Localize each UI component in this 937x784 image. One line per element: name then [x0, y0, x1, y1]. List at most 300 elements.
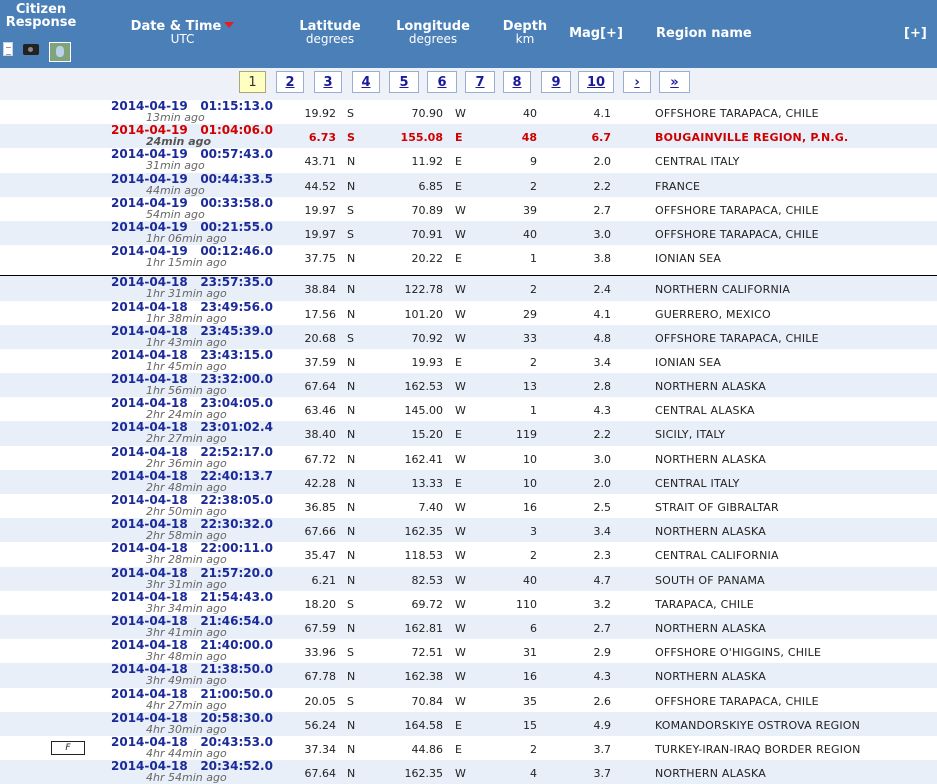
- magnitude-value: 2.4: [593, 283, 611, 297]
- depth-value: 40: [523, 227, 537, 241]
- longitude-hemisphere: W: [455, 307, 466, 321]
- citizen-response-icons: [3, 42, 71, 62]
- magnitude-value: 2.9: [593, 646, 611, 660]
- time-ago: 13min ago: [146, 111, 205, 124]
- depth-label: Depth: [502, 19, 548, 34]
- time-ago: 1hr 56min ago: [146, 384, 227, 398]
- table-row[interactable]: [0, 736, 937, 760]
- longitude-value: 19.93: [411, 355, 443, 369]
- page-6-button[interactable]: 6: [427, 71, 457, 93]
- time-ago: 4hr 44min ago: [146, 746, 227, 760]
- region-name: CENTRAL ALASKA: [655, 404, 755, 418]
- region-name: CENTRAL CALIFORNIA: [655, 549, 779, 563]
- depth-value: 40: [523, 107, 537, 120]
- region-name: CENTRAL ITALY: [655, 155, 740, 169]
- page-5-button[interactable]: 5: [389, 71, 419, 93]
- latitude-hemisphere: N: [347, 452, 356, 466]
- region-name: TURKEY-IRAN-IRAQ BORDER REGION: [655, 742, 861, 756]
- event-datetime-link[interactable]: 2014-04-19 01:15:13.0: [111, 99, 273, 113]
- latitude-value: 67.59: [304, 621, 336, 635]
- latitude-hemisphere: N: [347, 767, 356, 781]
- event-datetime-link[interactable]: 2014-04-18 21:38:50.0: [111, 662, 273, 677]
- longitude-value: 7.40: [418, 501, 443, 514]
- time-ago: 24min ago: [146, 135, 212, 149]
- depth-value: 33: [523, 331, 537, 345]
- sort-desc-icon[interactable]: [224, 22, 234, 28]
- longitude-hemisphere: E: [455, 355, 462, 369]
- time-ago: 3hr 41min ago: [146, 625, 227, 639]
- latitude-value: 19.97: [304, 227, 336, 241]
- table-row[interactable]: [0, 148, 937, 172]
- table-header: [0, 0, 937, 68]
- latitude-hemisphere: N: [347, 283, 356, 297]
- event-datetime-link[interactable]: 2014-04-19 00:33:58.0: [111, 195, 273, 210]
- depth-value: 1: [530, 252, 537, 266]
- time-ago: 4hr 54min ago: [146, 771, 227, 784]
- citizen-response-header: [2, 3, 80, 29]
- region-name: IONIAN SEA: [655, 355, 722, 369]
- depth-value: 2: [530, 283, 537, 297]
- page-9-button[interactable]: 9: [541, 71, 571, 93]
- event-datetime-link[interactable]: 2014-04-18 22:00:11.0: [111, 541, 273, 556]
- time-ago: 54min ago: [146, 207, 205, 221]
- time-ago: 2hr 24min ago: [146, 408, 227, 422]
- region-name: OFFSHORE TARAPACA, CHILE: [655, 203, 819, 217]
- latitude-hemisphere: S: [347, 203, 354, 217]
- depth-value: 2: [530, 179, 537, 193]
- longitude-value: 162.38: [404, 670, 443, 684]
- page-10-button[interactable]: 10: [578, 71, 614, 93]
- latitude-label: Latitude: [299, 19, 361, 34]
- event-datetime-link[interactable]: 2014-04-18 20:34:52.0: [111, 759, 273, 774]
- time-ago: 1hr 38min ago: [146, 311, 227, 325]
- latitude-value: 17.56: [304, 307, 336, 321]
- latitude-hemisphere: N: [347, 670, 356, 684]
- longitude-hemisphere: W: [455, 452, 466, 466]
- depth-unit: km: [515, 32, 535, 46]
- latitude-hemisphere: N: [347, 573, 356, 587]
- earthquake-table: [0, 100, 937, 784]
- latitude-value: 67.64: [304, 380, 336, 394]
- latitude-hemisphere: S: [347, 331, 354, 345]
- region-name: OFFSHORE TARAPACA, CHILE: [655, 107, 819, 120]
- region-name: OFFSHORE TARAPACA, CHILE: [655, 331, 819, 345]
- magnitude-value: 4.3: [593, 404, 611, 418]
- latitude-value: 18.20: [304, 597, 336, 611]
- magnitude-value: 3.0: [593, 227, 611, 241]
- longitude-value: 70.91: [411, 227, 443, 241]
- longitude-hemisphere: W: [455, 525, 466, 539]
- latitude-hemisphere: N: [347, 307, 356, 321]
- time-ago: 44min ago: [146, 183, 205, 197]
- time-ago: 1hr 45min ago: [146, 359, 227, 373]
- time-ago: 3hr 49min ago: [146, 674, 227, 688]
- longitude-hemisphere: W: [455, 404, 466, 418]
- magnitude-value: 3.7: [593, 767, 611, 781]
- depth-value: 15: [523, 718, 537, 732]
- table-row[interactable]: [0, 301, 937, 325]
- latitude-value: 36.85: [304, 501, 336, 514]
- table-row[interactable]: [0, 421, 937, 445]
- magnitude-value: 3.4: [593, 355, 611, 369]
- longitude-value: 70.90: [411, 107, 443, 120]
- longitude-hemisphere: E: [455, 718, 462, 732]
- table-row[interactable]: [0, 124, 937, 148]
- magnitude-value: 3.2: [593, 597, 611, 611]
- table-row[interactable]: [0, 542, 937, 566]
- longitude-value: 70.92: [411, 331, 443, 345]
- region-name: FRANCE: [655, 179, 701, 193]
- longitude-hemisphere: W: [455, 283, 466, 297]
- magnitude-value: 4.3: [593, 670, 611, 684]
- table-row[interactable]: [0, 373, 937, 397]
- latitude-value: 6.73: [308, 131, 336, 145]
- latitude-value: 56.24: [304, 718, 336, 732]
- region-name: STRAIT OF GIBRALTAR: [655, 501, 779, 514]
- magnitude-value: 3.4: [593, 525, 611, 539]
- region-name: NORTHERN CALIFORNIA: [655, 283, 791, 297]
- latitude-value: 33.96: [304, 646, 336, 660]
- table-row[interactable]: [0, 197, 937, 221]
- time-ago: 2hr 48min ago: [146, 480, 227, 494]
- region-name: SICILY, ITALY: [655, 428, 726, 442]
- event-datetime-link[interactable]: 2014-04-18 23:04:05.0: [111, 396, 273, 411]
- table-row[interactable]: [0, 518, 937, 542]
- region-name: TARAPACA, CHILE: [655, 597, 754, 611]
- event-datetime-link[interactable]: 2014-04-19 00:57:43.0: [111, 147, 273, 162]
- latitude-hemisphere: N: [347, 355, 356, 369]
- magnitude-value: 2.2: [593, 179, 611, 193]
- depth-value: 9: [530, 155, 537, 169]
- latitude-hemisphere: N: [347, 476, 356, 490]
- table-row[interactable]: [0, 494, 937, 518]
- map-icon[interactable]: [49, 42, 71, 62]
- depth-value: 6: [530, 621, 537, 635]
- region-name: BOUGAINVILLE REGION, P.N.G.: [655, 131, 849, 145]
- magnitude-value: 2.7: [593, 203, 611, 217]
- longitude-value: 162.35: [404, 525, 443, 539]
- region-name: OFFSHORE O'HIGGINS, CHILE: [655, 646, 822, 660]
- depth-value: 35: [523, 694, 537, 708]
- region-name: IONIAN SEA: [655, 252, 722, 266]
- region-name: NORTHERN ALASKA: [655, 452, 766, 466]
- longitude-value: 118.53: [404, 549, 443, 563]
- latitude-value: 67.78: [304, 670, 336, 684]
- event-datetime-link[interactable]: 2014-04-19 00:12:46.0: [111, 244, 273, 259]
- latitude-value: 20.05: [304, 694, 336, 708]
- testimony-document-icon[interactable]: [3, 42, 13, 56]
- longitude-value: 145.00: [404, 404, 443, 418]
- region-name: NORTHERN ALASKA: [655, 380, 766, 394]
- latitude-value: 67.64: [304, 767, 336, 781]
- longitude-hemisphere: W: [455, 501, 466, 514]
- table-row[interactable]: [0, 245, 937, 269]
- depth-value: 119: [516, 428, 537, 442]
- longitude-hemisphere: W: [455, 694, 466, 708]
- next-page-button[interactable]: ›: [623, 71, 651, 93]
- magnitude-value: 2.6: [593, 694, 611, 708]
- time-ago: 1hr 15min ago: [146, 256, 227, 270]
- event-datetime-link[interactable]: 2014-04-18 23:49:56.0: [111, 299, 273, 314]
- event-datetime-link[interactable]: 2014-04-18 21:00:50.0: [111, 686, 273, 701]
- time-ago: 4hr 27min ago: [146, 698, 227, 712]
- longitude-value: 164.58: [404, 718, 443, 732]
- region-name: NORTHERN ALASKA: [655, 670, 766, 684]
- region-name: SOUTH OF PANAMA: [655, 573, 765, 587]
- region-name: OFFSHORE TARAPACA, CHILE: [655, 227, 819, 241]
- depth-value: 39: [523, 203, 537, 217]
- region-name: NORTHERN ALASKA: [655, 525, 766, 539]
- longitude-value: 82.53: [411, 573, 443, 587]
- longitude-value: 13.33: [411, 476, 443, 490]
- response-label: Response: [5, 15, 77, 30]
- longitude-header: [394, 20, 472, 46]
- longitude-hemisphere: W: [455, 107, 466, 120]
- event-datetime-link[interactable]: 2014-04-18 22:52:17.0: [111, 444, 273, 459]
- time-ago: 4hr 30min ago: [146, 722, 227, 736]
- longitude-hemisphere: W: [455, 767, 466, 781]
- depth-value: 16: [523, 501, 537, 514]
- longitude-value: 69.72: [411, 597, 443, 611]
- latitude-value: 42.28: [304, 476, 336, 490]
- depth-value: 16: [523, 670, 537, 684]
- utc-label: UTC: [170, 32, 195, 46]
- pagination-bar: [0, 68, 937, 100]
- table-row[interactable]: [0, 173, 937, 197]
- longitude-value: 72.51: [411, 646, 443, 660]
- latitude-hemisphere: S: [347, 107, 354, 120]
- event-datetime-link[interactable]: 2014-04-18 23:57:35.0: [111, 275, 273, 290]
- region-name: OFFSHORE TARAPACA, CHILE: [655, 694, 819, 708]
- longitude-value: 122.78: [404, 283, 443, 297]
- table-row[interactable]: [0, 663, 937, 687]
- depth-value: 2: [530, 742, 537, 756]
- table-row[interactable]: [0, 615, 937, 639]
- camera-icon[interactable]: [23, 44, 39, 55]
- region-name: NORTHERN ALASKA: [655, 621, 766, 635]
- latitude-hemisphere: N: [347, 549, 356, 563]
- longitude-hemisphere: E: [455, 428, 462, 442]
- magnitude-value: 4.1: [593, 107, 611, 120]
- time-ago: 2hr 36min ago: [146, 456, 227, 470]
- depth-value: 3: [530, 525, 537, 539]
- event-datetime-link[interactable]: 2014-04-18 22:38:05.0: [111, 493, 273, 507]
- page-8-button[interactable]: 8: [503, 71, 531, 93]
- longitude-value: 6.85: [418, 179, 443, 193]
- event-datetime-link[interactable]: 2014-04-18 20:58:30.0: [111, 710, 273, 725]
- magnitude-value: 6.7: [591, 131, 611, 145]
- latitude-value: 35.47: [304, 549, 336, 563]
- magnitude-value: 4.7: [593, 573, 611, 587]
- page-2-button[interactable]: 2: [276, 71, 304, 93]
- magnitude-value: 2.2: [593, 428, 611, 442]
- latitude-value: 38.40: [304, 428, 336, 442]
- latitude-hemisphere: N: [347, 404, 356, 418]
- time-ago: 2hr 50min ago: [146, 505, 227, 518]
- latitude-hemisphere: S: [347, 227, 354, 241]
- table-row[interactable]: [0, 397, 937, 421]
- latitude-value: 43.71: [304, 155, 336, 169]
- magnitude-value: 3.8: [593, 252, 611, 266]
- time-ago: 1hr 43min ago: [146, 335, 227, 349]
- longitude-hemisphere: W: [455, 646, 466, 660]
- depth-value: 2: [530, 549, 537, 563]
- region-name: NORTHERN ALASKA: [655, 767, 766, 781]
- table-row[interactable]: [0, 446, 937, 470]
- magnitude-value: 2.3: [593, 549, 611, 563]
- longitude-value: 155.08: [400, 131, 443, 145]
- event-datetime-link[interactable]: 2014-04-18 22:40:13.7: [111, 468, 273, 483]
- depth-value: 2: [530, 355, 537, 369]
- latitude-value: 37.75: [304, 252, 336, 266]
- region-name: GUERRERO, MEXICO: [655, 307, 771, 321]
- region-name: CENTRAL ITALY: [655, 476, 740, 490]
- expand-columns-button[interactable]: [+]: [904, 26, 927, 41]
- felt-report-badge[interactable]: F: [51, 741, 85, 755]
- date-time-label[interactable]: Date & Time: [130, 19, 222, 34]
- longitude-hemisphere: E: [455, 742, 462, 756]
- latitude-unit: degrees: [305, 32, 355, 46]
- longitude-value: 11.92: [411, 155, 443, 169]
- date-time-header[interactable]: [130, 20, 235, 46]
- longitude-value: 44.86: [411, 742, 443, 756]
- last-page-button[interactable]: »: [659, 71, 690, 93]
- table-row[interactable]: [0, 349, 937, 373]
- latitude-value: 6.21: [311, 573, 336, 587]
- table-row[interactable]: [0, 688, 937, 712]
- latitude-hemisphere: N: [347, 428, 356, 442]
- longitude-hemisphere: W: [455, 203, 466, 217]
- time-ago: 3hr 28min ago: [146, 553, 227, 567]
- table-row[interactable]: [0, 712, 937, 736]
- table-row[interactable]: [0, 639, 937, 663]
- magnitude-value: 2.0: [593, 476, 611, 490]
- latitude-value: 38.84: [304, 283, 336, 297]
- depth-value: 4: [530, 767, 537, 781]
- latitude-hemisphere: S: [347, 646, 354, 660]
- latitude-hemisphere: N: [347, 380, 356, 394]
- depth-value: 1: [530, 404, 537, 418]
- table-row[interactable]: [0, 221, 937, 245]
- longitude-hemisphere: W: [455, 621, 466, 635]
- latitude-hemisphere: N: [347, 155, 356, 169]
- table-row[interactable]: [0, 760, 937, 784]
- region-name: KOMANDORSKIYE OSTROVA REGION: [655, 718, 861, 732]
- time-ago: 1hr 31min ago: [146, 287, 227, 301]
- longitude-hemisphere: W: [455, 227, 466, 241]
- event-datetime-link[interactable]: 2014-04-19 00:44:33.5: [111, 171, 273, 186]
- event-datetime-link[interactable]: 2014-04-19 01:04:06.0: [111, 123, 273, 138]
- longitude-hemisphere: E: [455, 155, 462, 169]
- latitude-hemisphere: N: [347, 252, 356, 266]
- longitude-value: 70.84: [411, 694, 443, 708]
- longitude-unit: degrees: [408, 32, 458, 46]
- table-row[interactable]: [0, 567, 937, 591]
- latitude-value: 37.59: [304, 355, 336, 369]
- latitude-hemisphere: S: [347, 131, 355, 145]
- latitude-value: 44.52: [304, 179, 336, 193]
- magnitude-header[interactable]: Mag[+]: [569, 26, 623, 41]
- time-ago: 2hr 58min ago: [146, 529, 227, 543]
- depth-value: 13: [523, 380, 537, 394]
- latitude-header: [294, 20, 366, 46]
- event-datetime-link[interactable]: 2014-04-18 23:43:15.0: [111, 347, 273, 362]
- latitude-hemisphere: N: [347, 501, 356, 514]
- table-row[interactable]: [0, 325, 937, 349]
- longitude-hemisphere: W: [455, 573, 466, 587]
- latitude-value: 19.92: [304, 107, 336, 120]
- longitude-value: 162.53: [404, 380, 443, 394]
- event-datetime-link[interactable]: 2014-04-18 20:43:53.0: [111, 734, 273, 749]
- longitude-hemisphere: E: [455, 131, 463, 145]
- depth-value: 48: [521, 131, 537, 145]
- longitude-hemisphere: E: [455, 179, 462, 193]
- depth-value: 40: [523, 573, 537, 587]
- table-row[interactable]: [0, 275, 937, 300]
- event-datetime-link[interactable]: 2014-04-18 23:45:39.0: [111, 323, 273, 338]
- page-4-button[interactable]: 4: [352, 71, 380, 93]
- longitude-value: 70.89: [411, 203, 443, 217]
- magnitude-value: 4.9: [593, 718, 611, 732]
- latitude-value: 37.34: [304, 742, 336, 756]
- event-datetime-link[interactable]: 2014-04-18 23:01:02.4: [111, 420, 273, 435]
- time-ago: 3hr 31min ago: [146, 577, 227, 591]
- event-datetime-link[interactable]: 2014-04-18 22:30:32.0: [111, 517, 273, 532]
- table-row[interactable]: [0, 100, 937, 124]
- event-datetime-link[interactable]: 2014-04-18 21:40:00.0: [111, 638, 273, 653]
- longitude-hemisphere: W: [455, 549, 466, 563]
- table-row[interactable]: [0, 470, 937, 494]
- page-7-button[interactable]: 7: [465, 71, 495, 93]
- longitude-value: 15.20: [411, 428, 443, 442]
- magnitude-value: 4.1: [593, 307, 611, 321]
- magnitude-value: 3.7: [593, 742, 611, 756]
- time-ago: 31min ago: [146, 159, 205, 173]
- time-ago: 2hr 27min ago: [146, 432, 227, 446]
- magnitude-value: 4.8: [593, 331, 611, 345]
- event-datetime-link[interactable]: 2014-04-18 21:46:54.0: [111, 613, 273, 628]
- longitude-hemisphere: E: [455, 476, 462, 490]
- event-datetime-link[interactable]: 2014-04-18 21:54:43.0: [111, 589, 273, 604]
- magnitude-value: 3.0: [593, 452, 611, 466]
- region-header: Region name: [656, 26, 752, 41]
- longitude-value: 162.81: [404, 621, 443, 635]
- longitude-label: Longitude: [396, 19, 470, 34]
- latitude-hemisphere: N: [347, 621, 356, 635]
- magnitude-value: 2.8: [593, 380, 611, 394]
- citizen-label: Citizen: [15, 2, 67, 17]
- event-datetime-link[interactable]: 2014-04-18 21:57:20.0: [111, 565, 273, 580]
- latitude-value: 19.97: [304, 203, 336, 217]
- latitude-hemisphere: S: [347, 597, 354, 611]
- latitude-value: 63.46: [304, 404, 336, 418]
- time-ago: 3hr 34min ago: [146, 601, 227, 615]
- longitude-value: 162.35: [404, 767, 443, 781]
- table-row[interactable]: [0, 591, 937, 615]
- event-datetime-link[interactable]: 2014-04-19 00:21:55.0: [111, 219, 273, 234]
- latitude-value: 67.72: [304, 452, 336, 466]
- page-1-button[interactable]: 1: [239, 71, 266, 93]
- event-datetime-link[interactable]: 2014-04-18 23:32:00.0: [111, 372, 273, 387]
- depth-value: 31: [523, 646, 537, 660]
- depth-value: 10: [523, 476, 537, 490]
- longitude-value: 20.22: [411, 252, 443, 266]
- latitude-hemisphere: N: [347, 718, 356, 732]
- latitude-value: 67.66: [304, 525, 336, 539]
- latitude-hemisphere: N: [347, 742, 356, 756]
- depth-value: 110: [516, 597, 537, 611]
- page-3-button[interactable]: 3: [314, 71, 342, 93]
